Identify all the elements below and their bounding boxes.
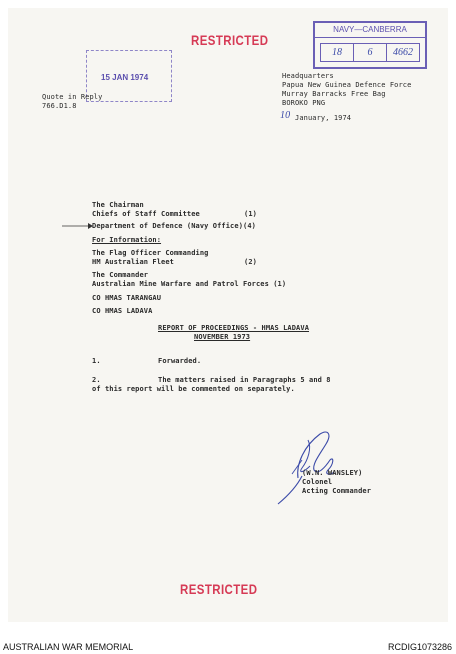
recipient-co-tarangau: CO HMAS TARANGAU bbox=[92, 294, 162, 302]
signatory-title: Acting Commander bbox=[302, 487, 372, 495]
recipient-chairman-2: Chiefs of Staff Committee bbox=[92, 210, 200, 218]
stamp-divider bbox=[315, 37, 425, 38]
archive-reference: RCDIG1073286 bbox=[387, 642, 452, 652]
registry-stamp bbox=[313, 21, 427, 69]
stamp-title: NAVY—CANBERRA bbox=[333, 25, 407, 34]
recipient-chairman-1: The Chairman bbox=[92, 201, 144, 209]
subject-line-1: REPORT OF PROCEEDINGS - HMAS LADAVA bbox=[158, 324, 310, 332]
recipient-flag-2: HM Australian Fleet bbox=[92, 258, 174, 266]
signatory-name: (W.N. WANSLEY) bbox=[302, 469, 363, 477]
stamp-cells bbox=[320, 43, 420, 62]
info-heading: For Information: bbox=[92, 236, 162, 244]
address-line-3: Murray Barracks Free Bag bbox=[282, 90, 386, 98]
recipient-flag-1: The Flag Officer Commanding bbox=[92, 249, 209, 257]
classification-top: RESTRICTED bbox=[191, 32, 269, 48]
reference-label: Quote in Reply bbox=[42, 93, 103, 101]
address-line-2: Papua New Guinea Defence Force bbox=[282, 81, 412, 89]
recipient-flag-copies: (2) bbox=[244, 258, 257, 266]
arrow-icon bbox=[62, 222, 94, 230]
recipient-co-ladava: CO HMAS LADAVA bbox=[92, 307, 153, 315]
date-stamp-text: 15 JAN 1974 bbox=[101, 73, 149, 82]
classification-bottom: RESTRICTED bbox=[180, 581, 258, 597]
recipient-defence: Department of Defence (Navy Office)(4) bbox=[92, 222, 256, 230]
archive-name: AUSTRALIAN WAR MEMORIAL bbox=[3, 642, 134, 652]
stamp-cell-2: 6 bbox=[354, 44, 387, 61]
stamp-cell-1: 18 bbox=[321, 44, 354, 61]
subject-line-2: NOVEMBER 1973 bbox=[194, 333, 251, 341]
recipient-commander-2: Australian Mine Warfare and Patrol Forces (1) bbox=[92, 280, 287, 288]
paragraph-1-number: 1. bbox=[92, 357, 101, 365]
recipient-commander-1: The Commander bbox=[92, 271, 149, 279]
reference-number: 766.D1.8 bbox=[42, 102, 77, 110]
date-month-year: January, 1974 bbox=[295, 114, 352, 122]
stamp-cell-3: 4662 bbox=[393, 47, 413, 58]
recipient-chairman-copies: (1) bbox=[244, 210, 257, 218]
paragraph-1-text: Forwarded. bbox=[158, 357, 202, 365]
paragraph-2-text: The matters raised in Paragraphs 5 and 8 bbox=[158, 376, 331, 384]
date-day-handwritten: 10 bbox=[280, 110, 291, 121]
address-line-1: Headquarters bbox=[282, 72, 334, 80]
paragraph-2-continued: of this report will be commented on separately. bbox=[92, 385, 295, 393]
address-line-4: BOROKO PNG bbox=[282, 99, 326, 107]
signatory-rank: Colonel bbox=[302, 478, 333, 486]
paragraph-2-number: 2. bbox=[92, 376, 101, 384]
